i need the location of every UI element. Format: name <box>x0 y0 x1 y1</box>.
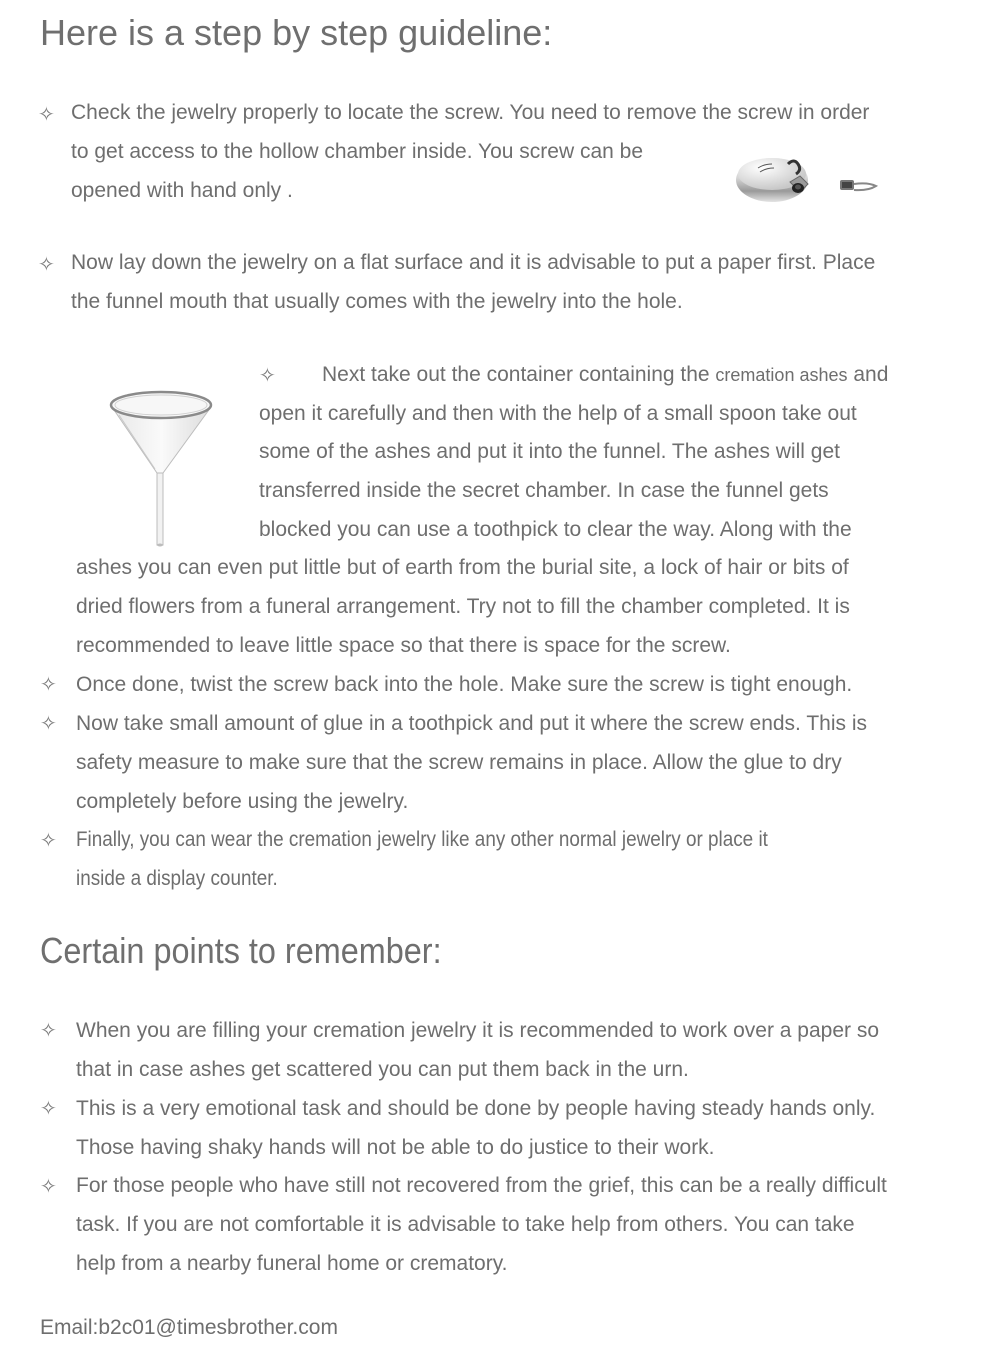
page-title: Here is a step by step guideline: <box>40 12 553 53</box>
step-3-line <box>322 363 888 387</box>
step-3-text: and <box>847 363 889 386</box>
step-3-text: Next take out the container containing the <box>322 363 716 386</box>
point-1-line: When you are filling your cremation jewelry it is recommended to work over a paper so <box>76 1019 880 1042</box>
step-6-line <box>76 828 845 852</box>
step-4-line: Once done, twist the screw back into the hole. Make sure the screw is tight enough. <box>76 673 853 696</box>
step-1-line: to get access to the hollow chamber inside. You screw can be <box>71 140 644 163</box>
point-3-line: help from a nearby funeral home or crematory. <box>76 1252 508 1275</box>
step-3-line: blocked you can use a toothpick to clear the way. Along with the <box>259 518 852 541</box>
step-3-line: open it carefully and then with the help of a small spoon take out <box>259 402 857 425</box>
point-3-line: For those people who have still not recovered from the grief, this can be a really difficult <box>76 1174 887 1197</box>
star-bullet-icon: ✧ <box>40 1176 57 1198</box>
star-bullet-icon: ✧ <box>40 1098 57 1120</box>
point-3-line: task. If you are not comfortable it is advisable to take help from others. You can take <box>76 1213 855 1236</box>
star-bullet-icon: ✧ <box>40 830 57 852</box>
step-1-line: Check the jewelry properly to locate the screw. You need to remove the screw in order <box>71 101 870 124</box>
step-3-line: ashes you can even put little but of earth from the burial site, a lock of hair or bits of <box>76 556 849 579</box>
step-1-line: opened with hand only . <box>71 179 293 202</box>
step-3-line: transferred inside the secret chamber. In case the funnel gets <box>259 479 829 502</box>
star-bullet-icon: ✧ <box>259 365 276 387</box>
step-5-line: safety measure to make sure that the screw remains in place. Allow the glue to dry <box>76 751 842 774</box>
step-6-text: Finally, you can wear the cremation jewelry like any other normal jewelry or place it <box>76 828 768 851</box>
step-6-line <box>76 867 300 891</box>
point-1-line: that in case ashes get scattered you can put them back in the urn. <box>76 1058 689 1081</box>
step-5-line: Now take small amount of glue in a toothpick and put it where the screw ends. This is <box>76 712 868 735</box>
step-6-text: inside a display counter. <box>76 867 278 890</box>
urn-pendant-image <box>730 140 890 215</box>
step-3-line: dried flowers from a funeral arrangement. Try not to fill the chamber completed. It is <box>76 595 850 618</box>
point-2-line: Those having shaky hands will not be able to do justice to their work. <box>76 1136 715 1159</box>
step-2-line: the funnel mouth that usually comes with the jewelry into the hole. <box>71 290 683 313</box>
section-heading-text: Certain points to remember: <box>40 930 442 971</box>
star-bullet-icon: ✧ <box>38 254 55 276</box>
point-2-line: This is a very emotional task and should be done by people having steady hands only. <box>76 1097 876 1120</box>
star-bullet-icon: ✧ <box>40 674 57 696</box>
step-2-line: Now lay down the jewelry on a flat surface and it is advisable to put a paper first. Place <box>71 251 876 274</box>
star-bullet-icon: ✧ <box>38 104 55 126</box>
step-3-small-text: cremation ashes <box>715 365 848 385</box>
star-bullet-icon: ✧ <box>40 713 57 735</box>
contact-email[interactable]: Email:b2c01@timesbrother.com <box>40 1316 338 1339</box>
step-3-line: recommended to leave little space so that there is space for the screw. <box>76 634 731 657</box>
funnel-image <box>105 385 220 550</box>
step-3-line: some of the ashes and put it into the funnel. The ashes will get <box>259 440 840 463</box>
section-heading <box>40 930 486 972</box>
step-5-line: completely before using the jewelry. <box>76 790 409 813</box>
star-bullet-icon: ✧ <box>40 1020 57 1042</box>
